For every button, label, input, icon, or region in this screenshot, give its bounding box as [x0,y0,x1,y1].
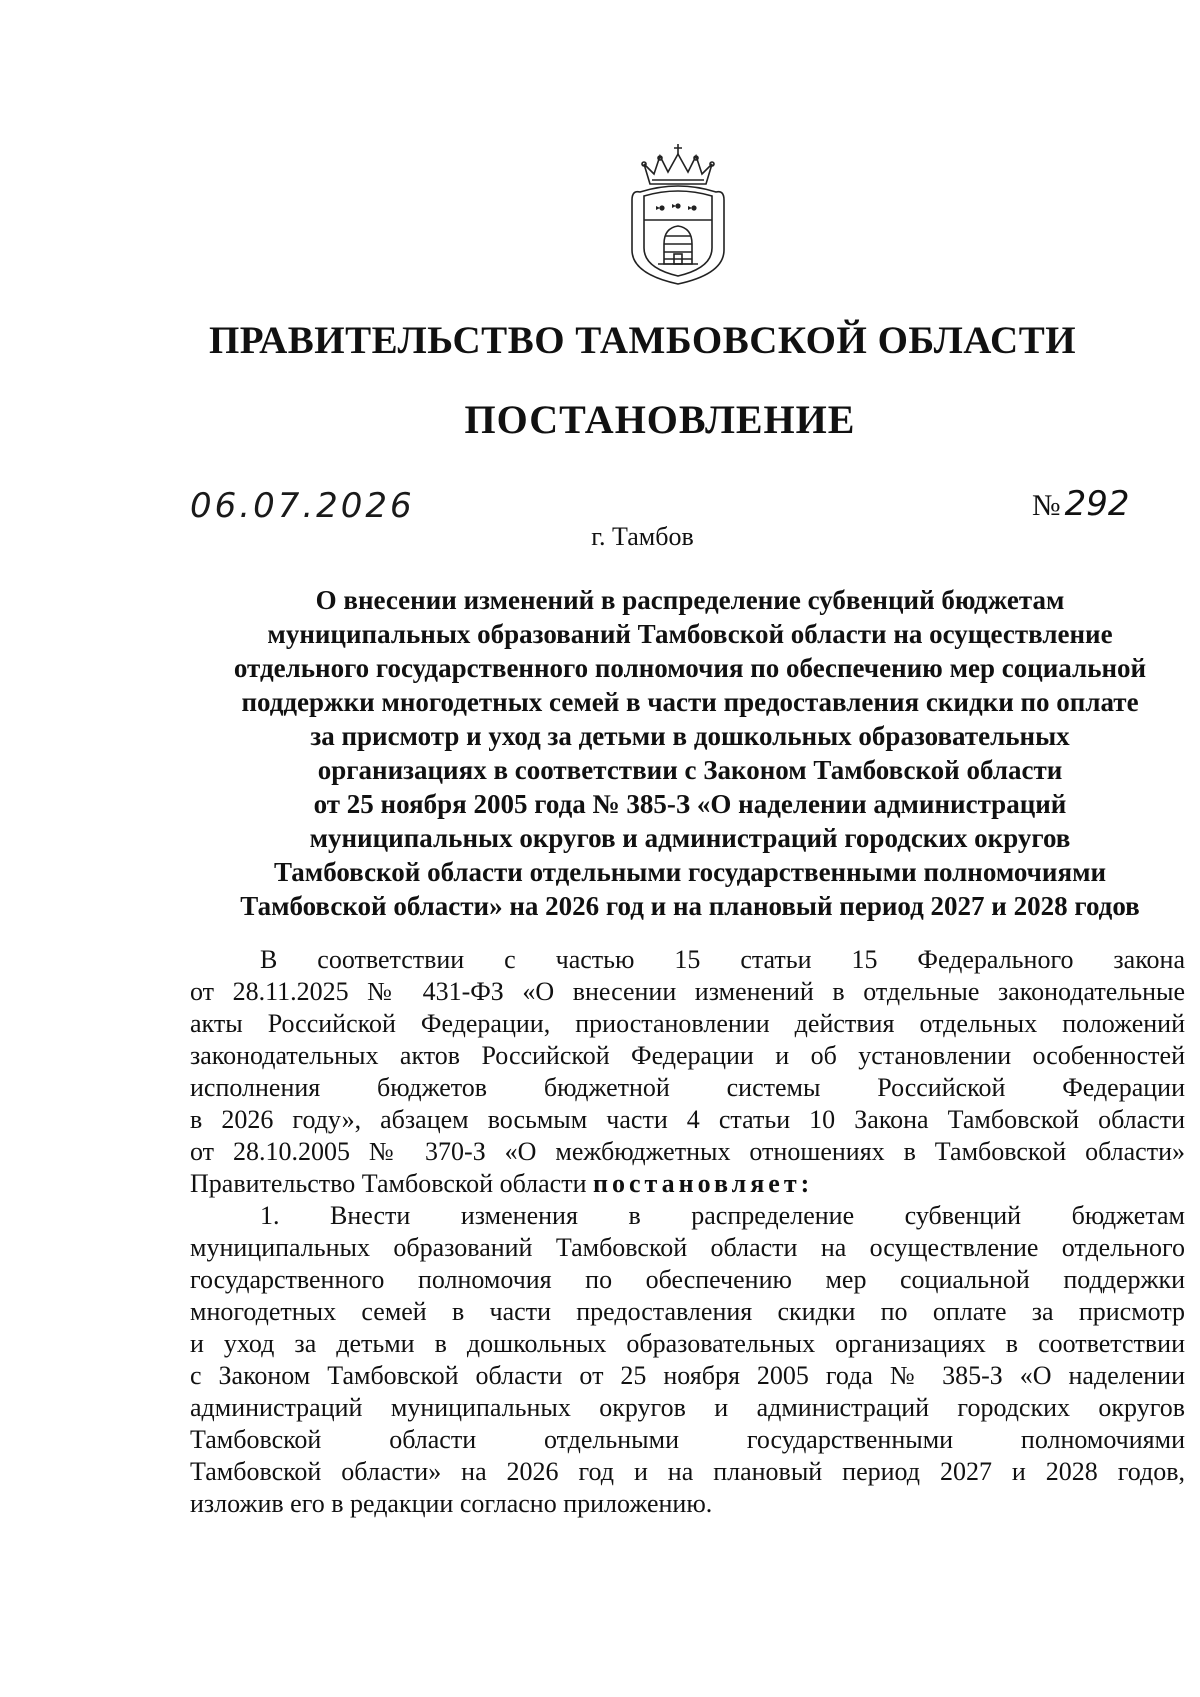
handwritten-number: 292 [1064,484,1130,524]
preamble-line: в 2026 году», абзацем восьмым части 4 статьи 10 Закона Тамбовской области [190,1105,1185,1134]
subject-line: поддержки многодетных семей в части предоставления скидки по оплате [241,687,1139,717]
subject-line: О внесении изменений в распределение субвенций бюджетам [315,585,1065,615]
subject-line: организациях в соответствии с Законом Тамбовской области [317,755,1063,785]
subject-line: муниципальных округов и администраций городских округов [309,823,1071,853]
number-sign: № [1032,489,1061,522]
subject-line: отдельного государственного полномочия по обеспечению мер социальной [233,653,1147,683]
preamble-line: В соответствии с частью 15 статьи 15 Федерального закона [260,945,1185,974]
item-1-line: Тамбовской области отдельными государственными полномочиями [190,1425,1185,1454]
city-label: г. Тамбов [591,522,694,551]
subject-line: от 25 ноября 2005 года № 385-З «О наделении администраций [313,789,1067,819]
tambov-coat-of-arms-icon [622,140,734,288]
document-subject [190,583,1190,923]
item-1-line: с Законом Тамбовской области от 25 ноября 2005 года № 385-З «О наделении [190,1361,1185,1390]
document-body [190,944,1185,1520]
preamble-line: законодательных актов Российской Федерации и об установлении особенностей [190,1041,1185,1070]
item-1-line: 1. Внести изменения в распределение субвенций бюджетам [260,1201,1185,1230]
item-1-line: администраций муниципальных округов и администраций городских округов [190,1393,1185,1422]
government-name: Правительство Тамбовской области [190,1169,587,1198]
document-number [1032,484,1130,524]
handwritten-date: 06.07.2026 [190,486,415,526]
subject-line: Тамбовской области отдельными государственными полномочиями [273,857,1107,887]
subject-line: Тамбовской области» на 2026 год и на плановый период 2027 и 2028 годов [240,891,1140,921]
item-1-line: и уход за детьми в дошкольных образовательных организациях в соответствии [190,1329,1185,1358]
item-1-line: Тамбовской области» на 2026 год и на плановый период 2027 и 2028 годов, [190,1457,1185,1486]
organization-title: ПРАВИТЕЛЬСТВО ТАМБОВСКОЙ ОБЛАСТИ [208,319,1077,362]
preamble-line: акты Российской Федерации, приостановлении действия отдельных положений [190,1009,1185,1038]
item-1-line: муниципальных образований Тамбовской области на осуществление отдельного [190,1233,1185,1262]
preamble-line: исполнения бюджетов бюджетной системы Российской Федерации [190,1073,1185,1102]
item-1-line: государственного полномочия по обеспечению мер социальной поддержки [190,1265,1185,1294]
document-type-heading: ПОСТАНОВЛЕНИЕ [464,397,856,442]
preamble-line: от 28.11.2025 № 431-ФЗ «О внесении изменений в отдельные законодательные [190,977,1185,1006]
subject-line: за присмотр и уход за детьми в дошкольных образовательных [310,721,1070,751]
preamble-closing-line [190,1168,1185,1200]
item-1-line: многодетных семей в части предоставления скидки по оплате за присмотр [190,1297,1185,1326]
decree-word: постановляет: [593,1169,814,1198]
preamble-line: от 28.10.2005 № 370-З «О межбюджетных отношениях в Тамбовской области» [190,1137,1185,1166]
subject-line: муниципальных образований Тамбовской области на осуществление [267,619,1113,649]
item-1-line: изложив его в редакции согласно приложению. [190,1489,713,1518]
